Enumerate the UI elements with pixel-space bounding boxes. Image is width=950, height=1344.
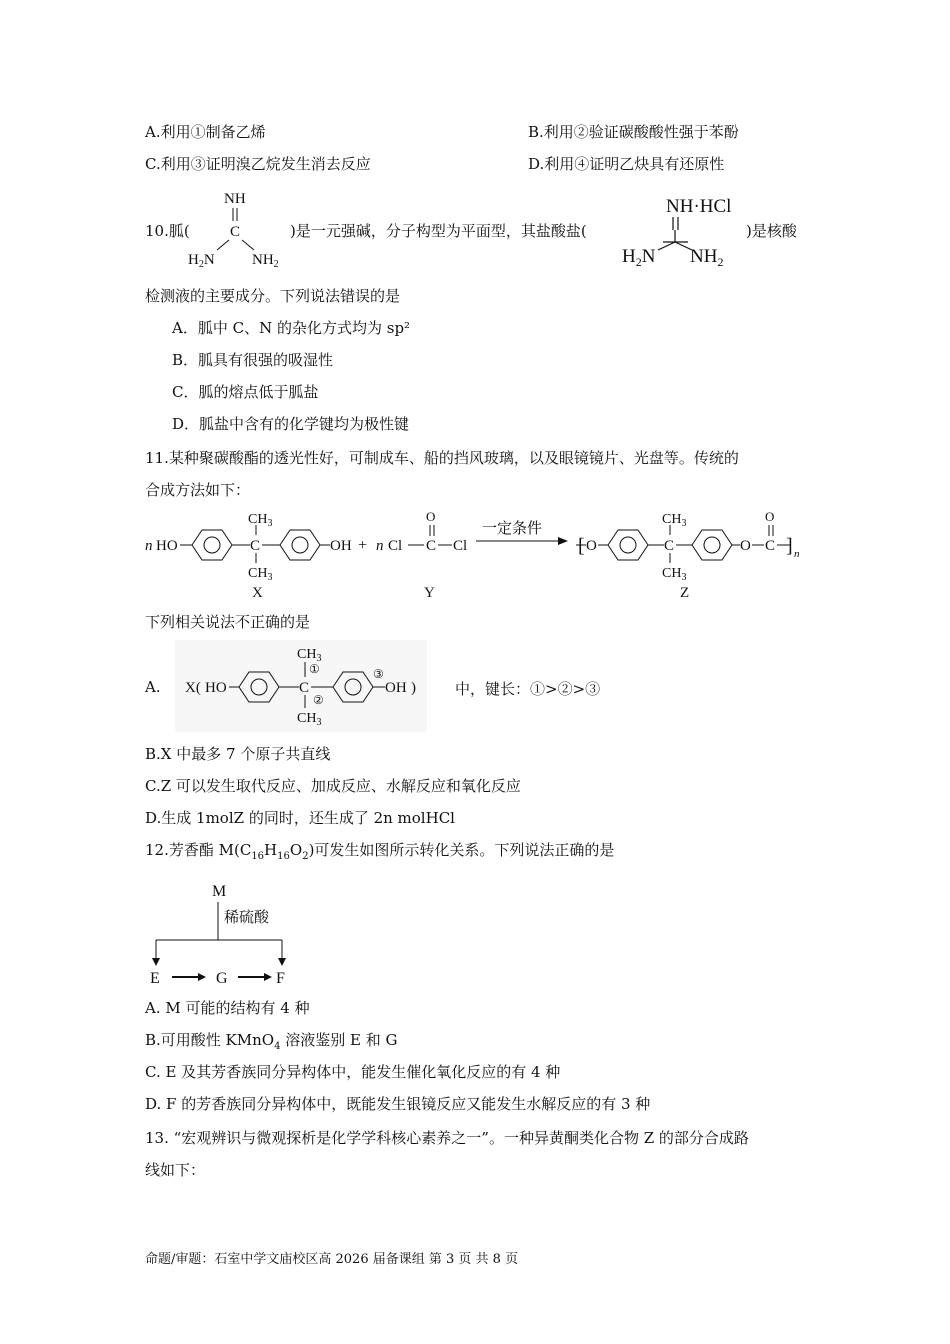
q10-mid: )是一元强碱，分子构型为平面型，其盐酸盐( [290, 222, 587, 240]
salt-h2n: $H_2N$ [622, 246, 656, 269]
q9-option-a: A.利用①制备乙烯 [145, 123, 266, 141]
q10-option-c: C．胍的熔点低于胍盐 [172, 383, 319, 401]
coef-n2: n [376, 538, 384, 554]
salt-top: NH·HCl [666, 196, 732, 217]
q11-option-b: B.X 中最多 7 个原子共直线 [145, 745, 331, 763]
guanidine-structure [180, 186, 292, 272]
label-x: X [252, 585, 263, 601]
node-f: F [276, 970, 285, 987]
q9-option-d: D.利用④证明乙炔具有还原性 [528, 155, 725, 173]
x-ch3-top: $CH_3$ [297, 647, 322, 664]
guanidine-nh: NH [224, 191, 246, 207]
q10-line2: 检测液的主要成分。下列说法错误的是 [145, 287, 401, 305]
label-z: Z [680, 585, 690, 601]
coef-n1: n [145, 538, 153, 554]
guanidine-h2n: $H_2N$ [188, 252, 215, 270]
q12-option-d: D. F 的芳香族同分异构体中，既能发生银镜反应又能发生水解反应的有 3 种 [145, 1095, 651, 1113]
q11-option-d: D.生成 1molZ 的同时，还生成了 2n molHCl [145, 809, 455, 827]
bond-3-marker: ③ [373, 667, 384, 681]
y-c: C [426, 538, 437, 554]
z-ch3-top: $CH_3$ [662, 512, 687, 529]
x-bond-structure [175, 640, 427, 732]
bond-1-marker: ① [309, 662, 320, 676]
x-c: C [299, 680, 310, 696]
bond-2-marker: ② [313, 693, 324, 707]
q11-option-a-text: 中，键长：①>②>③ [455, 680, 601, 698]
reaction-condition: 一定条件 [482, 521, 543, 537]
reagent-dilute-sulfuric-acid: 稀硫酸 [224, 910, 270, 926]
q10-tail: )是核酸 [746, 222, 797, 240]
q10-option-b: B．胍具有很强的吸湿性 [172, 351, 334, 369]
z-o-right: O [740, 538, 751, 554]
q11-option-c: C.Z 可以发生取代反应、加成反应、水解反应和氧化反应 [145, 777, 521, 795]
page-footer: 命题/审题：石室中学文庙校区高 2026 届备课组 第 3 页 共 8 页 [145, 1252, 519, 1267]
q13-line2: 线如下： [145, 1161, 206, 1179]
x-oh: OH [330, 538, 352, 554]
x-oh: OH [385, 680, 407, 696]
q12-transformation-diagram [140, 872, 310, 992]
salt-nh2: $NH_2$ [690, 246, 724, 269]
q12-line1: 12.芳香酯 $M(C_{16}H_{16}O_2)$可发生如图所示转化关系。下列说法正确的是 [145, 841, 615, 862]
node-e: E [150, 970, 160, 987]
guanidine-c: C [230, 224, 241, 240]
q11-option-a-label: A. [145, 678, 161, 696]
x-ch3-bottom: $CH_3$ [248, 566, 273, 583]
z-carbonyl-c: C [765, 538, 776, 554]
z-ch3-bottom: $CH_3$ [662, 566, 687, 583]
y-cl-left: Cl [388, 538, 403, 554]
x-c: C [250, 538, 261, 554]
z-o-left: O [586, 538, 597, 554]
z-bracket-right: ] [786, 535, 793, 557]
guanidine-salt-structure [618, 190, 746, 272]
node-m: M [212, 883, 227, 900]
x-ho: HO [156, 538, 178, 554]
q13-line1: 13. “宏观辨识与微观探析是化学学科核心素养之一”。一种异黄酮类化合物 Z 的部分合成路 [145, 1129, 749, 1147]
q9-option-b: B.利用②验证碳酸酸性强于苯酚 [528, 123, 739, 141]
z-bracket-left: [ [578, 535, 585, 557]
z-sub-n: n [794, 548, 800, 560]
q12-option-b: B.可用酸性 KMnO$_4$ 溶液鉴别 E 和 G [145, 1031, 398, 1052]
x-ch3-top: $CH_3$ [248, 512, 273, 529]
q10-lead: 10.胍( [145, 222, 190, 240]
z-c: C [664, 538, 675, 554]
node-g: G [216, 970, 228, 987]
x-ch3-bottom: $CH_3$ [297, 711, 322, 728]
q11-stem: 下列相关说法不正确的是 [145, 613, 311, 631]
q12-option-c: C. E 及其芳香族同分异构体中，能发生催化氧化反应的有 4 种 [145, 1063, 561, 1081]
q9-option-c: C.利用③证明溴乙烷发生消去反应 [145, 155, 371, 173]
q11-line1: 11.某种聚碳酸酯的透光性好，可制成车、船的挡风玻璃，以及眼镜镜片、光盘等。传统的 [145, 449, 739, 467]
q10-option-a: A．胍中 C、N 的杂化方式均为 sp² [172, 319, 411, 337]
plus-sign: + [358, 537, 368, 554]
label-y: Y [424, 585, 435, 601]
q10-option-d: D．胍盐中含有的化学键均为极性键 [172, 415, 410, 433]
y-o: O [426, 509, 436, 524]
z-carbonyl-o: O [765, 509, 775, 524]
polycarbonate-reaction [140, 505, 810, 605]
x-label: X( [185, 680, 201, 696]
y-cl-right: Cl [453, 538, 468, 554]
x-close: ) [411, 680, 416, 696]
guanidine-nh2: $NH_2$ [252, 252, 279, 270]
q11-option-a-structure-box [175, 640, 427, 732]
x-ho: HO [205, 680, 227, 696]
q12-option-a: A. M 可能的结构有 4 种 [145, 999, 310, 1017]
q11-line2: 合成方法如下： [145, 481, 251, 499]
